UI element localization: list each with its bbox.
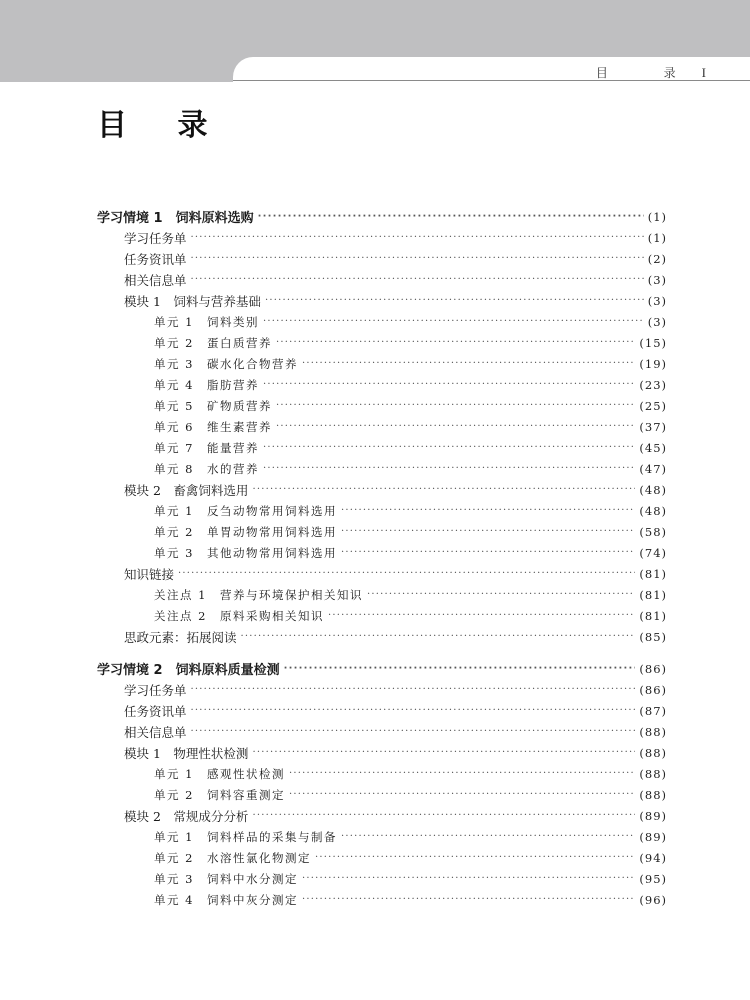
toc-section-entry[interactable] [97,248,667,269]
toc-entry-label: 单元 1 饲料样品的采集与制备 [154,829,337,844]
toc-entry-label: 模块 1 物理性状检测 [124,745,249,761]
toc-entry-label: 单元 1 反刍动物常用饲料选用 [154,503,337,518]
toc-entry-label: 学习任务单 [124,230,187,246]
toc-entry-page: (3) [647,314,667,329]
dot-leader [341,505,635,516]
dot-leader [341,526,635,537]
toc-subsection-entry[interactable] [97,784,667,805]
toc-entry-label: 关注点 2 原料采购相关知识 [154,608,324,623]
toc-section-entry[interactable] [97,563,667,584]
toc-entry-label: 单元 2 饲料容重测定 [154,787,285,802]
toc-entry-page: (3) [647,293,667,308]
toc-subsection-entry[interactable] [97,826,667,847]
toc-entry-page: (86) [639,661,667,676]
dot-leader [252,747,635,758]
toc-subsection-entry[interactable] [97,416,667,437]
dot-leader [191,705,636,716]
dot-leader [302,358,635,369]
dot-leader [191,232,644,243]
dot-leader [289,768,635,779]
toc-entry-label: 单元 2 水溶性氯化物测定 [154,850,311,865]
toc-entry-label: 思政元素：拓展阅读 [124,629,237,645]
dot-leader [315,852,635,863]
toc-subsection-entry[interactable] [97,458,667,479]
toc-entry-page: (48) [639,503,667,518]
toc-entry-label: 单元 2 蛋白质营养 [154,335,272,350]
toc-entry-label: 单元 3 碳水化合物营养 [154,356,298,371]
dot-leader [367,589,635,600]
toc-section-entry[interactable] [97,805,667,826]
dot-leader [276,337,635,348]
toc-entry-label: 模块 1 饲料与营养基础 [124,293,261,309]
toc-section-entry[interactable] [97,479,667,500]
toc-subsection-entry[interactable] [97,521,667,542]
toc-subsection-entry[interactable] [97,332,667,353]
toc-entry-label: 单元 6 维生素营养 [154,419,272,434]
toc-entry-label: 相关信息单 [124,724,187,740]
toc-section-entry[interactable] [97,742,667,763]
toc-entry-page: (81) [639,566,667,581]
dot-leader [263,442,635,453]
toc-section-entry[interactable] [97,290,667,311]
toc-entry-label: 单元 7 能量营养 [154,440,259,455]
toc-subsection-entry[interactable] [97,374,667,395]
dot-leader [178,568,635,579]
toc-entry-page: (47) [639,461,667,476]
running-head [596,64,706,81]
toc-entry-label: 单元 2 单胃动物常用饲料选用 [154,524,337,539]
toc-entry-page: (1) [647,209,667,224]
toc-subsection-entry[interactable] [97,311,667,332]
toc-entry-page: (88) [639,787,667,802]
toc-entry-page: (37) [639,419,667,434]
toc-entry-page: (3) [647,272,667,287]
toc-entry-label: 单元 4 饲料中灰分测定 [154,892,298,907]
toc-entry-page: (1) [647,230,667,245]
section-gap [97,647,667,658]
toc-entry-page: (58) [639,524,667,539]
toc-subsection-entry[interactable] [97,605,667,626]
dot-leader [276,421,635,432]
toc-entry-label: 单元 1 感观性状检测 [154,766,285,781]
dot-leader [263,379,635,390]
dot-leader [302,894,635,905]
toc-entry-label: 单元 8 水的营养 [154,461,259,476]
dot-leader [328,610,635,621]
toc-entry-label: 单元 3 饲料中水分测定 [154,871,298,886]
toc-chapter-entry[interactable] [97,658,667,679]
dot-leader [341,547,635,558]
page-number: I [701,65,706,80]
table-of-contents [97,206,667,910]
toc-entry-page: (89) [639,829,667,844]
dot-leader [265,295,644,306]
running-title: 目 录 [595,66,702,80]
toc-entry-page: (15) [639,335,667,350]
toc-entry-page: (81) [639,587,667,602]
dot-leader [341,831,635,842]
toc-section-entry[interactable] [97,721,667,742]
toc-entry-page: (85) [639,629,667,644]
dot-leader [284,663,636,674]
toc-entry-page: (45) [639,440,667,455]
toc-entry-label: 关注点 1 营养与环境保护相关知识 [154,587,363,602]
dot-leader [241,631,636,642]
toc-entry-label: 任务资讯单 [124,251,187,267]
toc-subsection-entry[interactable] [97,542,667,563]
toc-section-entry[interactable] [97,679,667,700]
page-title: 目 录 [97,108,228,143]
toc-section-entry[interactable] [97,269,667,290]
toc-subsection-entry[interactable] [97,437,667,458]
toc-entry-label: 学习情境 1 饲料原料选购 [97,211,254,226]
dot-leader [263,463,635,474]
dot-leader [191,684,636,695]
toc-chapter-entry[interactable] [97,206,667,227]
toc-entry-page: (81) [639,608,667,623]
dot-leader [302,873,635,884]
toc-entry-label: 相关信息单 [124,272,187,288]
toc-entry-page: (88) [639,766,667,781]
toc-entry-label: 任务资讯单 [124,703,187,719]
toc-entry-page: (86) [639,682,667,697]
toc-subsection-entry[interactable] [97,353,667,374]
toc-entry-page: (23) [639,377,667,392]
dot-leader [276,400,635,411]
toc-section-entry[interactable] [97,626,667,647]
toc-section-entry[interactable] [97,227,667,248]
toc-entry-page: (48) [639,482,667,497]
toc-entry-label: 模块 2 常规成分分析 [124,808,249,824]
toc-entry-page: (74) [639,545,667,560]
toc-entry-label: 单元 5 矿物质营养 [154,398,272,413]
toc-entry-label: 单元 4 脂肪营养 [154,377,259,392]
dot-leader [252,484,635,495]
dot-leader [191,726,636,737]
toc-entry-page: (87) [639,703,667,718]
toc-entry-page: (2) [647,251,667,266]
toc-entry-page: (95) [639,871,667,886]
toc-subsection-entry[interactable] [97,763,667,784]
dot-leader [289,789,635,800]
toc-entry-page: (89) [639,808,667,823]
toc-entry-label: 知识链接 [124,566,175,582]
toc-entry-page: (96) [639,892,667,907]
dot-leader [258,211,644,222]
toc-entry-label: 单元 3 其他动物常用饲料选用 [154,545,337,560]
toc-subsection-entry[interactable] [97,847,667,868]
toc-subsection-entry[interactable] [97,889,667,910]
toc-entry-page: (25) [639,398,667,413]
dot-leader [191,274,644,285]
toc-subsection-entry[interactable] [97,584,667,605]
toc-subsection-entry[interactable] [97,395,667,416]
toc-entry-label: 学习情境 2 饲料原料质量检测 [97,663,280,678]
toc-entry-page: (88) [639,724,667,739]
toc-section-entry[interactable] [97,700,667,721]
toc-entry-label: 模块 2 畜禽饲料选用 [124,482,249,498]
toc-subsection-entry[interactable] [97,500,667,521]
toc-entry-page: (94) [639,850,667,865]
toc-entry-page: (19) [639,356,667,371]
dot-leader [252,810,635,821]
toc-subsection-entry[interactable] [97,868,667,889]
toc-entry-label: 学习任务单 [124,682,187,698]
dot-leader [263,316,644,327]
toc-entry-label: 单元 1 饲料类别 [154,314,259,329]
toc-entry-page: (88) [639,745,667,760]
dot-leader [191,253,644,264]
